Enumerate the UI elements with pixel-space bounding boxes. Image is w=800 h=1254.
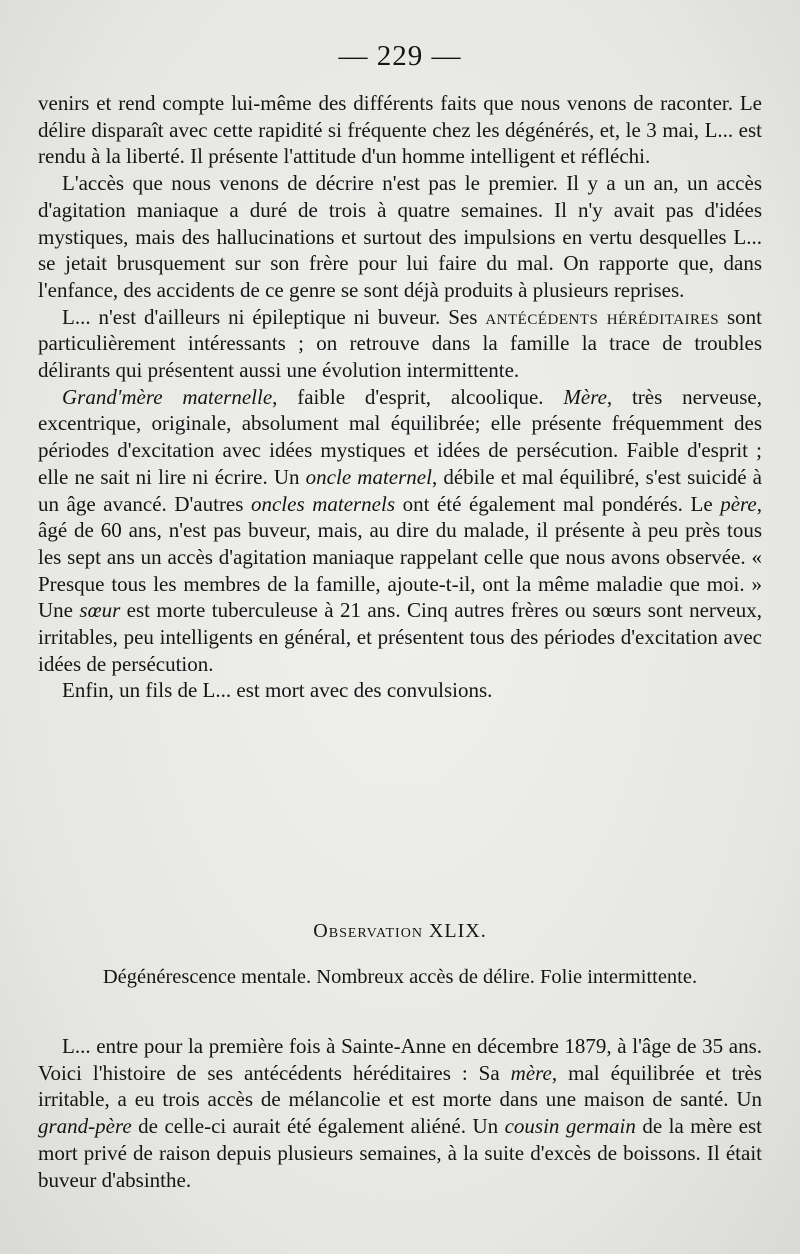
observation-title: Observation XLIX.	[313, 920, 487, 942]
paragraph	[38, 384, 762, 678]
paragraph	[38, 90, 762, 170]
observation-text	[38, 1033, 762, 1193]
paragraph	[38, 677, 762, 704]
text-run: est morte tuberculeuse à 21 ans. Cinq autres frères ou sœurs sont nerveux, irritables, peu intelligents en général, et présentent tous des périodes d'excitation avec idées de persécution.	[38, 598, 762, 676]
text-run: Enfin, un fils de L... est mort avec des convulsions.	[62, 678, 493, 703]
small-caps-text: antécédents héréditaires	[485, 304, 720, 329]
text-run: L'accès que nous venons de décrire n'est pas le premier. Il y a un an, un accès d'agitation maniaque a duré de trois à quatre semaines. Il n'y avait pas d'idées mystiques, mais des hallucinations et surtout des impulsions en vertu desquelles L... se jetait brusquement sur son frère pour lui faire du mal. On rapporte que, dans l'enfance, des accidents de ce genre se sont déjà produits à plusieurs reprises.	[38, 171, 762, 302]
italic-text: oncle maternel	[305, 464, 432, 489]
text-run: L... n'est d'ailleurs ni épileptique ni buveur. Ses	[62, 304, 486, 329]
text-run: , très nerveuse, excentrique, originale, absolument mal équilibrée; elle présente fréquemment des périodes d'excitation avec idées mystiques et idées de persécution. Faible d'esprit ; elle ne sait ni lire ni écrire. Un	[38, 384, 762, 489]
text-run: sont particulièrement intéressants ; on retrouve dans la famille la trace de troubles délirants qui présentent aussi une évolution intermittente.	[38, 304, 762, 383]
italic-text: père	[720, 491, 757, 516]
italic-text: sœur	[79, 598, 121, 623]
italic-text: oncles maternels	[250, 491, 396, 516]
italic-text: Mère	[563, 384, 607, 409]
text-run: venirs et rend compte lui-même des différents faits que nous venons de raconter. Le délire disparaît avec cette rapidité si fréquente chez les dégénérés, et, le 3 mai, L... est rendu à la liberté. Il présente l'attitude d'un homme intelligent et réfléchi.	[38, 91, 762, 169]
paragraph	[38, 1033, 762, 1193]
main-text	[38, 90, 762, 704]
italic-text: mère	[510, 1060, 552, 1085]
italic-text: grand-père	[38, 1114, 132, 1139]
italic-text: cousin germain	[504, 1114, 636, 1139]
text-run: de celle-ci aurait été également aliéné. Un	[131, 1114, 505, 1139]
text-run: de la mère est mort privé de raison depuis plusieurs semaines, à la suite d'excès de boissons. Il était buveur d'absinthe.	[38, 1114, 762, 1192]
italic-text: Grand'mère maternelle	[62, 384, 273, 409]
text-run: ont été également mal pondérés. Le	[395, 491, 721, 516]
text-run: , faible d'esprit, alcoolique.	[272, 384, 564, 409]
paragraph	[38, 304, 762, 384]
text-run: , mal équilibrée et très irritable, a eu trois accès de mélancolie et est morte dans une maison de santé. Un	[38, 1060, 762, 1112]
text-run: , débile et mal équilibré, s'est suicidé à un âge avancé. D'autres	[38, 464, 763, 516]
page-number: — 229 —	[338, 40, 462, 72]
text-run: L... entre pour la première fois à Sainte-Anne en décembre 1879, à l'âge de 35 ans. Voici l'histoire de ses antécédents héréditaires : Sa	[38, 1034, 762, 1085]
paragraph	[38, 170, 762, 304]
text-run: , âgé de 60 ans, n'est pas buveur, mais, au dire du malade, il présente à peu près tous les sept ans un accès d'agitation maniaque rappelant celle que nous avons observée. « Presque tous les membres de la famille, ajoute-t-il, ont la même maladie que moi. » Une	[38, 491, 762, 623]
observation-subtitle: Dégénérescence mentale. Nombreux accès de délire. Folie intermittente.	[102, 966, 698, 988]
